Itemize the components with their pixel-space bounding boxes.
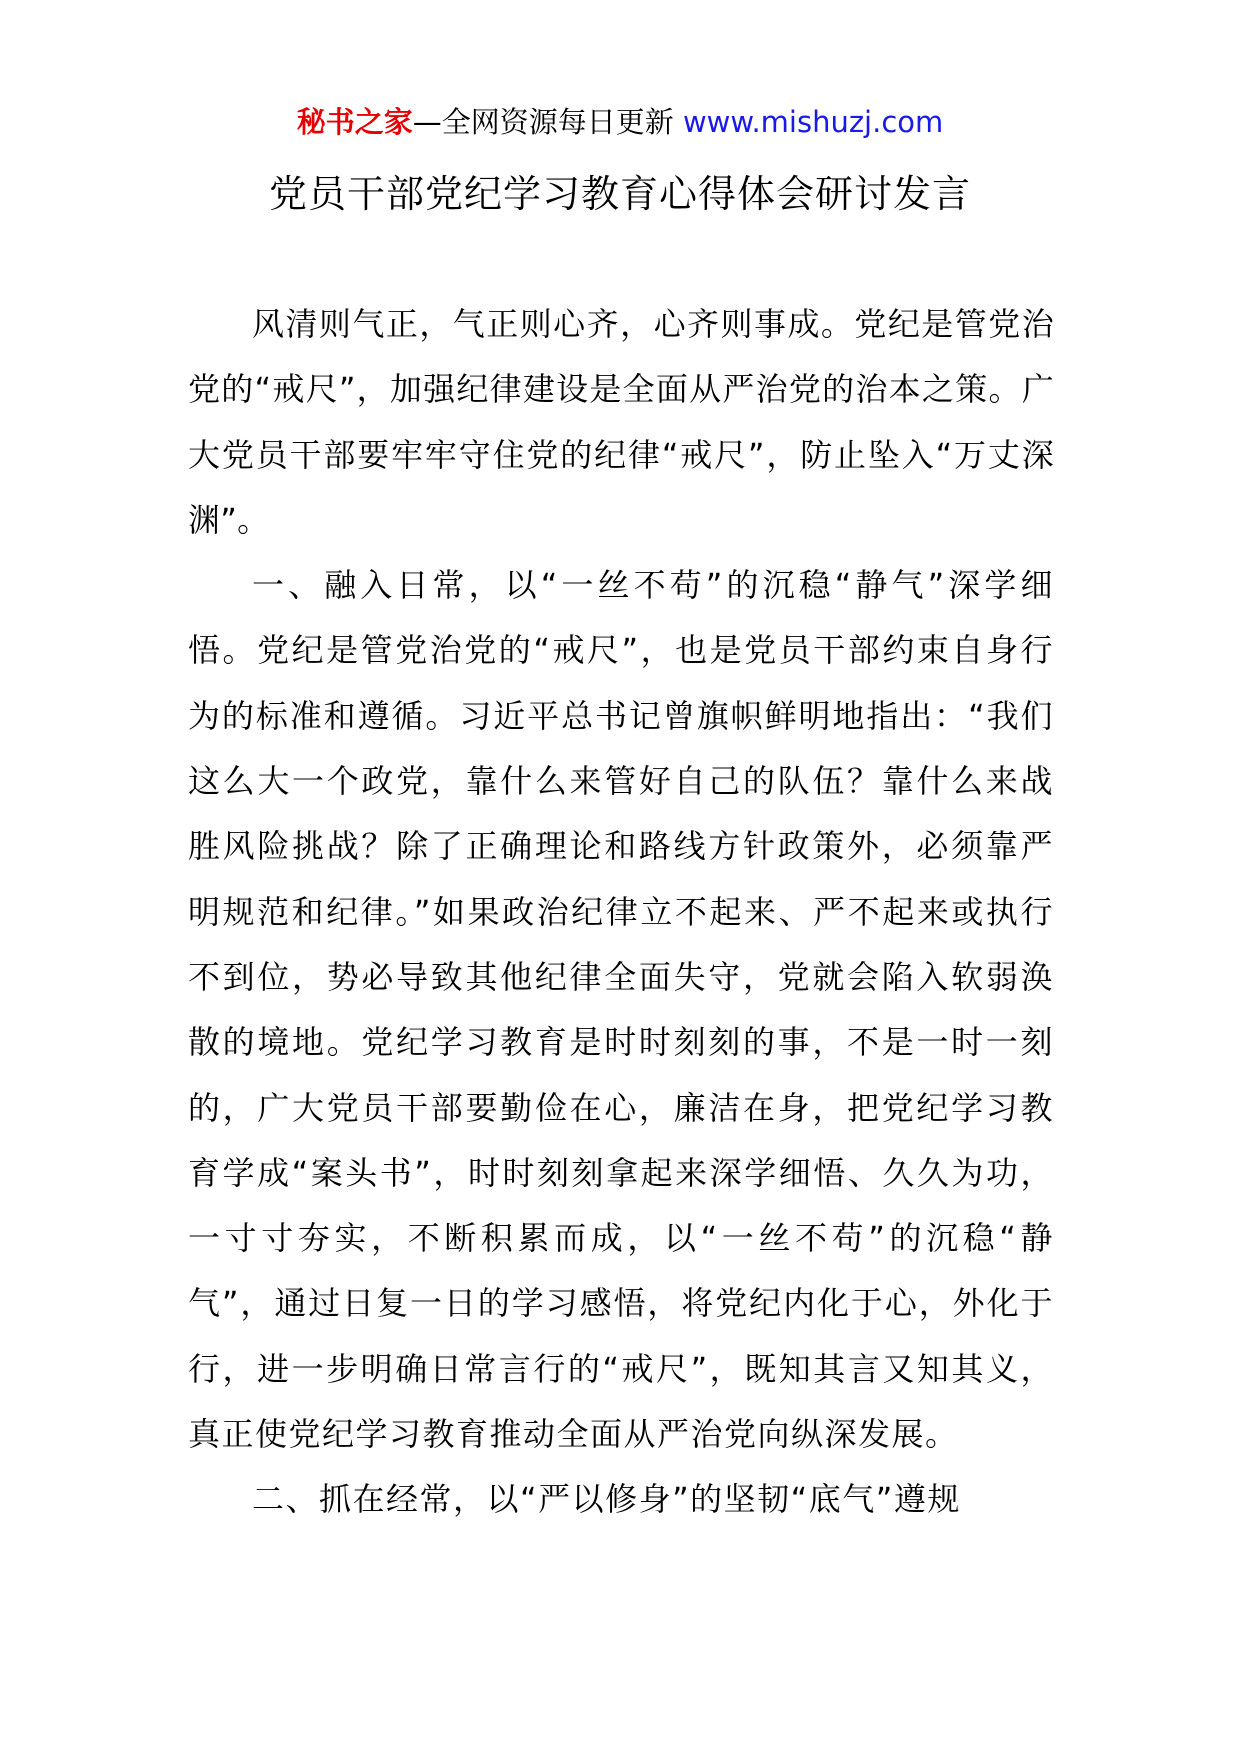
site-slogan: —全网资源每日更新 bbox=[412, 105, 683, 139]
site-brand-name: 秘书之家 bbox=[296, 105, 413, 139]
site-header bbox=[0, 102, 1240, 142]
intro-paragraph: 风清则气正，气正则心齐，心齐则事成。党纪是管党治党的“戒尺”，加强纪律建设是全面从严治党的治本之策。广大党员干部要牢牢守住党的纪律“戒尺”，防止坠入“万丈深渊”。 bbox=[188, 305, 1054, 539]
site-url-link[interactable]: www.mishuzj.com bbox=[682, 105, 944, 139]
section-one-paragraph: 一、融入日常，以“一丝不苟”的沉稳“静气”深学细悟。党纪是管党治党的“戒尺”，也是党员干部约束自身行为的标准和遵循。习近平总书记曾旗帜鲜明地指出：“我们这么大一个政党，靠什么来管好自己的队伍？靠什么来战胜风险挑战？除了正确理论和路线方针政策外，必须靠严明规范和纪律。”如果政治纪律立不起来、严不起来或执行不到位，势必导致其他纪律全面失守，党就会陷入软弱涣散的境地。党纪学习教育是时时刻刻的事，不是一时一刻的，广大党员干部要勤俭在心，廉洁在身，把党纪学习教育学成“案头书”，时时刻刻拿起来深学细悟、久久为功，一寸寸夯实，不断积累而成，以“一丝不苟”的沉稳“静气”，通过日复一日的学习感悟，将党纪内化于心，外化于行，进一步明确日常言行的“戒尺”，既知其言又知其义，真正使党纪学习教育推动全面从严治党向纵深发展。 bbox=[188, 566, 1054, 1454]
document-body bbox=[188, 292, 1054, 1533]
document-title: 党员干部党纪学习教育心得体会研讨发言 bbox=[268, 172, 971, 216]
section-two-paragraph: 二、抓在经常，以“严以修身”的坚韧“底气”遵规 bbox=[252, 1480, 961, 1519]
